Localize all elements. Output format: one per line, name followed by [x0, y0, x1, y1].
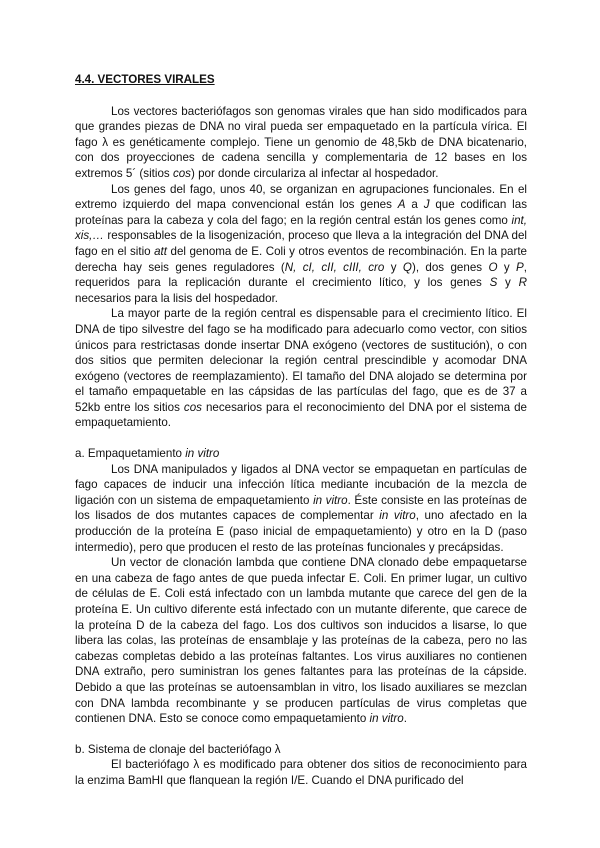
document-page	[75, 72, 527, 789]
section-heading: 4.4. VECTORES VIRALES	[75, 73, 215, 86]
paragraph-lambda-vector: Un vector de clonación lambda que contiene DNA clonado debe empaquetarse en una cabeza de fago antes de que pueda infectar E. Coli. En primer lugar, un cultivo de células de E. Coli está infectado con un lambda mutante que carece del gen de la proteína E. Un cultivo diferente está infectado con un mutante diferente, que carece de la proteína D de la cabeza del fago. Los dos cultivos son inducidos a lisarse, lo que libera las colas, las proteínas de ensamblaje y las proteínas de la cabeza, pero no las cabezas completas debido a las proteínas faltantes. Los virus auxiliares no contienen DNA extraño, pero suministran los genes faltantes para las proteínas de la cápside. Debido a que las proteínas se autoensamblan in vitro, los lisado auxiliares se mezclan con DNA lambda recombinante y se producen partículas de virus completas que contienen DNA. Esto se conoce como empaquetamiento in vitro.	[75, 556, 527, 726]
subsection-title-b: b. Sistema de clonaje del bacteriófago λ	[75, 742, 281, 756]
subsection-title-a: a. Empaquetamiento in vitro	[75, 447, 220, 461]
paragraph-genes: Los genes del fago, unos 40, se organizan en agrupaciones funcionales. En el extremo izquierdo del mapa convencional están los genes A a J que codifican las proteínas para la cabeza y cola del fago; en la región central están los genes como int, xis,… responsables de la lisogenización, proceso que lleva a la integración del DNA del fago en el sitio att del genoma de E. Coli y otros eventos de recombinación. En la parte derecha hay seis genes reguladores (N, cI, cII, cIII, cro y Q), dos genes O y P, requeridos para la replicación durante el crecimiento lítico, y los genes S y R necesarios para la lisis del hospedador.	[75, 182, 528, 305]
paragraph-central-region: La mayor parte de la región central es dispensable para el crecimiento lítico. El DNA de tipo silvestre del fago se ha modificado para adecuarlo como vector, con sitios únicos para restrictasas donde insertar DNA exógeno (vectores de sustitución), o con dos sitios que permiten delecionar la región central prescindible y acomodar DNA exógeno (vectores de reemplazamiento). El tamaño del DNA alojado se determina por el tamaño empaquetable en las cápsidas de las partículas del fago, que es de 37 a 52kb entre los sitios cos necesarios para el reconocimiento del DNA por el sistema de empaquetamiento.	[75, 307, 527, 430]
paragraph-packaging: Los DNA manipulados y ligados al DNA vector se empaquetan en partículas de fago capaces de inducir una infección lítica mediante incubación de la mezcla de ligación con un sistema de empaquetamiento in vitro. Éste consiste en las proteínas de los lisados de dos mutantes capaces de complementar in vitro, uno afectado en la producción de la proteína E (paso inicial de empaquetamiento) y otro en la D (paso intermedio), pero que producen el resto de las proteínas funcionales y precápsidas.	[75, 462, 527, 554]
paragraph-cloning-system: El bacteriófago λ es modificado para obtener dos sitios de reconocimiento para la enzima BamHI que flanquean la región I/E. Cuando el DNA purificado del	[75, 758, 527, 787]
paragraph-intro: Los vectores bacteriófagos son genomas virales que han sido modificados para que grandes piezas de DNA no viral pueda ser empaquetado en la partícula vírica. El fago λ es genéticamente complejo. Tiene un genomio de 48,5kb de DNA bicatenario, con dos proyecciones de cadena sencilla y complementaria de 12 bases en los extremos 5´ (sitios cos) por donde circulariza al infectar al hospedador.	[75, 104, 527, 180]
